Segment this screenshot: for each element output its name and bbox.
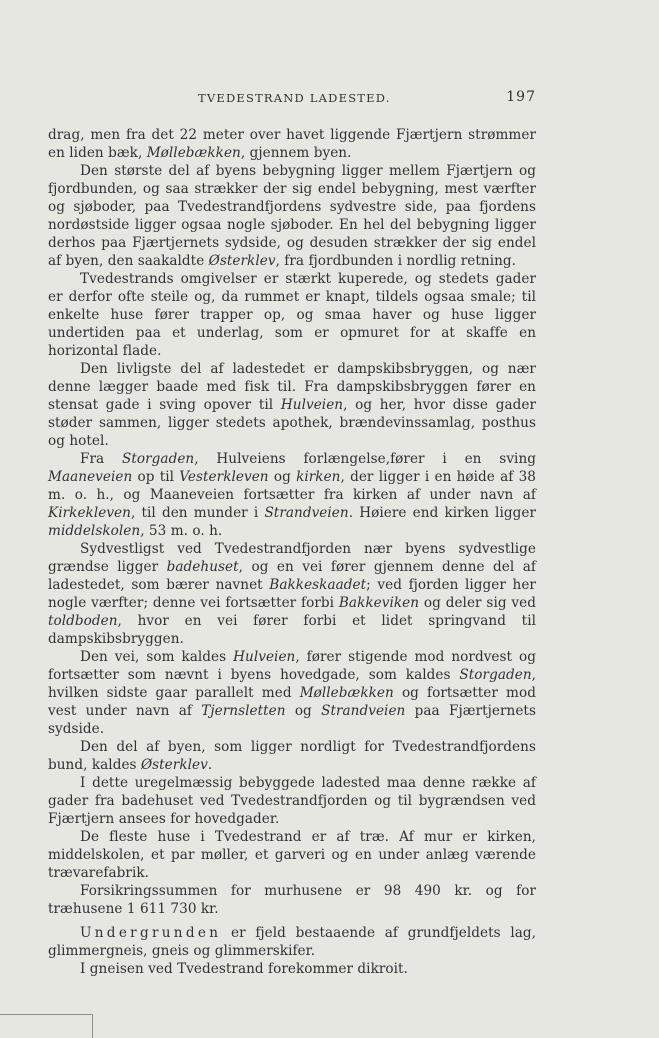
italic-term: Bakkeviken — [338, 595, 420, 611]
paragraph — [48, 960, 536, 978]
paragraph — [48, 924, 536, 960]
text-run: I gneisen ved Tvedestrand forekommer dikroit. — [80, 961, 408, 977]
italic-term: Østerklev — [208, 253, 276, 269]
italic-term: Tjernsletten — [201, 703, 286, 719]
text-run: , gjennem byen. — [240, 145, 352, 161]
italic-term: kirken — [296, 469, 341, 485]
italic-term: Strandveien — [264, 505, 349, 521]
italic-term: Storgaden — [459, 667, 532, 683]
paragraph — [48, 774, 536, 828]
text-run: Forsikringssummen for murhusene er 98 490 kr. og for træhusene 1 611 730 kr. — [48, 883, 536, 917]
running-title: TVEDESTRAND LADESTED. — [198, 91, 391, 105]
text-run: og — [285, 703, 322, 719]
italic-term: Kirkekleven — [48, 505, 131, 521]
text-run: og deler sig ved — [419, 595, 536, 611]
page-header — [48, 91, 536, 109]
italic-term: Hulveien — [233, 649, 296, 665]
text-run: Tvedestrands omgivelser er stærkt kuperede, og stedets gader er derfor ofte steile og, da rummet er knapt, tildels ogsaa smale; til enkelte huse fører trapper op, og smaa haver og huse ligger undertiden paa et underlag, som er opmuret for at skaffe en horizontal flade. — [48, 271, 536, 359]
italic-term: middelskolen — [48, 523, 141, 539]
paragraph — [48, 648, 536, 738]
text-run: I dette uregelmæssig bebyggede ladested maa denne række af gader fra badehuset ved Tvedestrandfjorden og til bygrændsen ved Fjærtjern ansees for hovedgader. — [48, 775, 536, 827]
italic-term: badehuset — [166, 559, 239, 575]
text-run: og fortsætter mod vest under navn af — [48, 685, 536, 719]
paragraph — [48, 360, 536, 450]
italic-term: Vesterkleven — [179, 469, 269, 485]
paragraph — [48, 738, 536, 774]
italic-term: Hulveien — [280, 397, 344, 413]
italic-term: Østerklev — [140, 757, 208, 773]
text-run: op til — [132, 469, 180, 485]
italic-term: Møllebækken — [146, 145, 241, 161]
text-run: . — [207, 757, 213, 773]
text-run: er fjeld bestaaende af grundfjeldets lag, glimmergneis, gneis og glimmerskifer. — [48, 925, 536, 959]
text-run: Den livligste del af ladestedet er dampskibsbryggen, og nær denne lægger baade med fisk til. Fra dampskibsbryggen fører en stensat gade i sving opover til — [48, 361, 536, 413]
text-run: Sydvestligst ved Tvedestrandfjorden nær byens sydvestlige grændse ligger — [48, 541, 536, 575]
text-run: Den del af byen, som ligger nordligt for Tvedestrandfjordens bund, kaldes — [48, 739, 536, 773]
text-run: , 53 m. o. h. — [140, 523, 223, 539]
text-run: , og her, hvor disse gader støder sammen, ligger stedets apothek, brændevinssamlag, posthus og hotel. — [48, 397, 536, 449]
italic-term: Strandveien — [321, 703, 406, 719]
paragraph — [48, 162, 536, 270]
italic-term: Storgaden — [122, 451, 195, 467]
text-run: , fra fjordbunden i nordlig retning. — [275, 253, 517, 269]
page-number: 197 — [506, 89, 536, 105]
paragraph — [48, 540, 536, 648]
text-run: og — [268, 469, 297, 485]
text-run: , fører stigende mod nordvest og fortsætter som nævnt i byens hovedgade, som kaldes — [48, 649, 536, 683]
text-run: , hvor en vei fører forbi et lidet springvand til dampskibsbryggen. — [48, 613, 536, 647]
paragraph — [48, 828, 536, 882]
text-run: , til den munder i — [130, 505, 265, 521]
text-run: drag, men fra det 22 meter over havet liggende Fjærtjern strømmer en liden bæk, — [48, 127, 536, 161]
scan-corner-mark — [0, 1014, 93, 1038]
text-run: , og en vei fører gjennem denne del af ladestedet, som bærer navnet — [48, 559, 536, 593]
text-run: , Hulveiens forlængelse,fører i en sving — [194, 451, 537, 467]
paragraph — [48, 450, 536, 540]
text-run: paa Fjærtjernets sydside. — [48, 703, 536, 737]
italic-term: Maaneveien — [48, 469, 133, 485]
text-run: , der ligger i en høide af 38 m. o. h., og Maaneveien fortsætter fra kirken af under navn af — [48, 469, 536, 503]
text-run: Den vei, som kaldes — [80, 649, 234, 665]
text-run: De fleste huse i Tvedestrand er af træ. Af mur er kirken, middelskolen, et par møller, et garveri og en under anlæg værende trævarefabrik. — [48, 829, 536, 881]
paragraph — [48, 882, 536, 918]
text-run: Fra — [80, 451, 122, 467]
italic-term: Møllebækken — [299, 685, 394, 701]
paragraph — [48, 126, 536, 162]
text-run: ; ved fjorden ligger her nogle værfter; denne vei fortsætter forbi — [48, 577, 536, 611]
italic-term: Bakkeskaadet — [269, 577, 367, 593]
paragraph — [48, 270, 536, 360]
text-run: . Høiere end kirken ligger — [348, 505, 536, 521]
text-run: Den største del af byens bebygning ligger mellem Fjærtjern og fjordbunden, og saa strækker der sig endel bebygning, mest værfter og sjøboder, paa Tvedestrandfjordens sydvestre side, paa fjordens nordøstside ligger ogsaa nogle sjøboder. En hel del bebygning ligger derhos paa Fjærtjernets sydside, og desuden strækker der sig endel af byen, den saakaldte — [48, 163, 536, 269]
italic-term: toldboden — [48, 613, 118, 629]
spaced-term: Undergrunden — [80, 925, 222, 941]
body-text — [48, 126, 536, 978]
text-run: , hvilken sidste gaar parallelt med — [48, 667, 536, 701]
